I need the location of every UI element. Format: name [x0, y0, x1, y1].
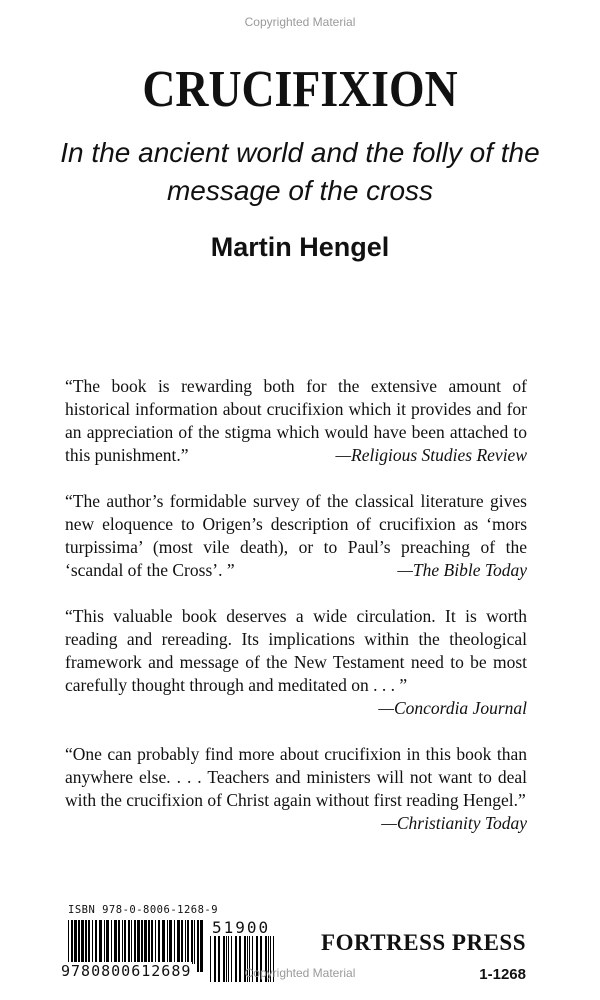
barcode-bar: [167, 920, 168, 964]
catalog-code: 1-1268: [479, 966, 526, 983]
barcode-bar: [122, 920, 123, 964]
barcode-addon-digits: 51900: [212, 918, 271, 937]
barcode-bar: [85, 920, 87, 964]
barcode-bar: [144, 920, 147, 964]
barcode-bar: [131, 920, 132, 964]
barcode-bar: [124, 920, 126, 964]
watermark-top: Copyrighted Material: [244, 15, 356, 29]
barcode-bar: [187, 920, 189, 964]
review-quote-2: [65, 490, 527, 582]
barcode-bar: [88, 920, 90, 964]
barcode-ean-digits: 9780800612689: [61, 962, 192, 980]
barcode-bar: [111, 920, 112, 964]
barcode-bar: [194, 920, 195, 964]
barcode-bar: [197, 920, 199, 972]
quote-text: “The author’s formidable survey of the classical literature gives new eloquence to Origen’s description of crucifixion as ‘mors turpissima’ (most vile death), or to Paul’s preaching of the ‘scandal of the Cross’. ”: [65, 491, 527, 580]
barcode-bar: [177, 920, 180, 964]
quote-source: —Religious Studies Review: [335, 445, 527, 465]
barcode-bar: [74, 920, 77, 964]
barcode-bar: [128, 920, 130, 964]
book-author: Martin Hengel: [210, 232, 390, 262]
barcode-bar: [78, 920, 80, 964]
book-subtitle: In the ancient world and the folly of the message of the cross: [60, 137, 540, 206]
barcode-bar: [200, 920, 203, 972]
barcode-bar: [155, 920, 156, 964]
quote-text: “The book is rewarding both for the extensive amount of historical information about crucifixion which it provides and for an appreciation of the stigma which would have been attached to this punishment.”: [65, 376, 527, 465]
publisher-name: FORTRESS PRESS: [321, 930, 526, 955]
review-quote-4: [65, 743, 527, 835]
barcode-bar: [148, 920, 150, 964]
barcode-bar: [99, 920, 102, 964]
barcode-bar: [104, 920, 105, 964]
barcode-bar: [95, 920, 97, 964]
barcode-bar: [106, 920, 109, 964]
quote-source: —Christianity Today: [381, 813, 527, 833]
review-quote-3: [65, 605, 527, 720]
barcode-bar: [174, 920, 175, 964]
book-title: CRUCIFIXION: [142, 61, 458, 118]
barcode-bar: [141, 920, 143, 964]
barcode-bar: [114, 920, 117, 964]
barcode-bar: [92, 920, 93, 964]
barcode-bar: [191, 920, 193, 964]
isbn-label: ISBN 978-0-8006-1268-9: [68, 904, 219, 916]
quote-text: “This valuable book deserves a wide circulation. It is worth reading and rereading. Its implications within the theological framework and message of the New Testament need to be most carefully thought through and meditated on . . . ”: [65, 606, 527, 695]
barcode-bar: [81, 920, 84, 964]
quote-source: —The Bible Today: [397, 560, 527, 580]
barcode-bar: [151, 920, 153, 964]
barcode-bar: [158, 920, 160, 964]
barcode-bar: [185, 920, 186, 964]
quote-source: —Concordia Journal: [378, 698, 527, 718]
barcode-bar: [181, 920, 183, 964]
barcode-bar: [169, 920, 172, 964]
barcode-bar: [118, 920, 120, 964]
review-quote-1: [65, 375, 527, 467]
watermark-bottom: Copyrighted Material: [244, 966, 356, 980]
barcode-bar: [162, 920, 165, 964]
quote-text: “One can probably find more about crucifixion in this book than anywhere else. . . . Teachers and ministers will not want to deal with the crucifixion of Christ again without first reading Hengel.”: [65, 744, 527, 810]
